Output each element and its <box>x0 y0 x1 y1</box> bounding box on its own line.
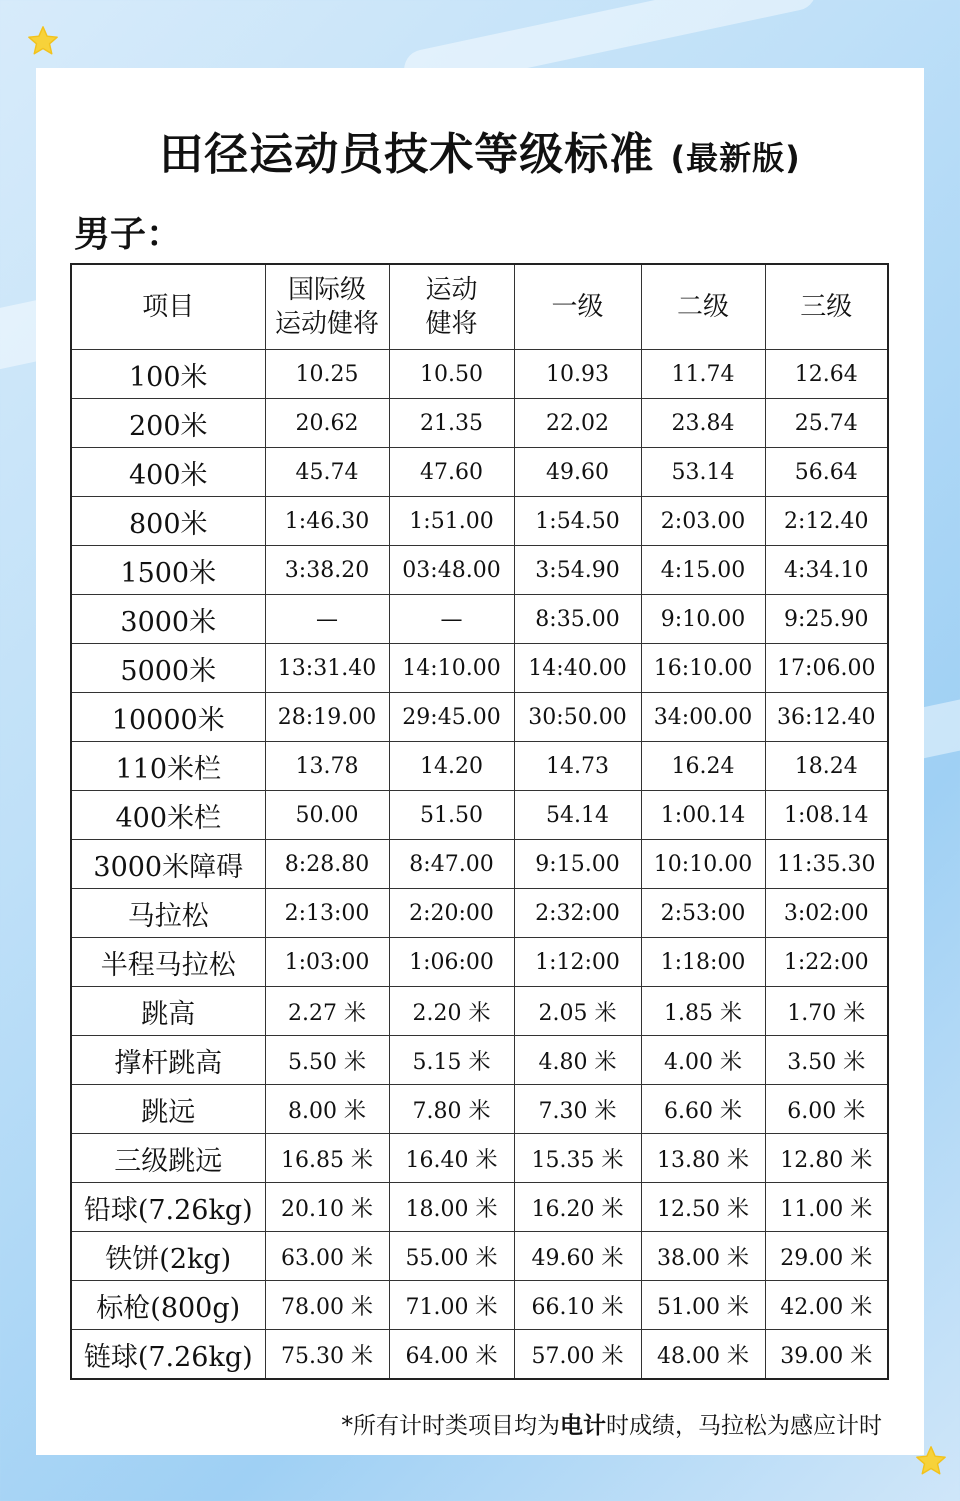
standard-value: 2.05 米 <box>514 987 641 1036</box>
standard-value: 1:51.00 <box>389 497 514 546</box>
table-row <box>71 350 888 399</box>
standard-value: 16:10.00 <box>641 644 765 693</box>
standard-value: 9:15.00 <box>514 840 641 889</box>
standard-value: 12.50 米 <box>641 1183 765 1232</box>
table-row <box>71 889 888 938</box>
column-header: 项目 <box>71 264 265 350</box>
event-name: 铅球(7.26kg) <box>71 1183 265 1232</box>
standard-value: 51.00 米 <box>641 1281 765 1330</box>
event-name: 400米 <box>71 448 265 497</box>
standard-value: 36:12.40 <box>765 693 888 742</box>
standard-value: 6.00 米 <box>765 1085 888 1134</box>
standard-value: 16.20 米 <box>514 1183 641 1232</box>
standard-value: 8:28.80 <box>265 840 389 889</box>
table-row <box>71 1085 888 1134</box>
standard-value: 4:15.00 <box>641 546 765 595</box>
table-row <box>71 791 888 840</box>
standard-value: 14.73 <box>514 742 641 791</box>
table-row <box>71 595 888 644</box>
standard-value: 25.74 <box>765 399 888 448</box>
event-name: 100米 <box>71 350 265 399</box>
event-name: 10000米 <box>71 693 265 742</box>
standard-value: 13.78 <box>265 742 389 791</box>
standard-value: 1.85 米 <box>641 987 765 1036</box>
event-name: 铁饼(2kg) <box>71 1232 265 1281</box>
standard-value: 48.00 米 <box>641 1330 765 1380</box>
event-name: 马拉松 <box>71 889 265 938</box>
standard-value: 23.84 <box>641 399 765 448</box>
standard-value: 28:19.00 <box>265 693 389 742</box>
standard-value: 42.00 米 <box>765 1281 888 1330</box>
standard-value: 51.50 <box>389 791 514 840</box>
standard-value: — <box>389 595 514 644</box>
table-row <box>71 938 888 987</box>
standard-value: 7.30 米 <box>514 1085 641 1134</box>
table-header-row <box>71 264 888 350</box>
table-row <box>71 497 888 546</box>
standard-value: 38.00 米 <box>641 1232 765 1281</box>
table-row <box>71 448 888 497</box>
standard-value: 34:00.00 <box>641 693 765 742</box>
event-name: 撑杆跳高 <box>71 1036 265 1085</box>
standard-value: 39.00 米 <box>765 1330 888 1380</box>
table-row <box>71 987 888 1036</box>
standard-value: 66.10 米 <box>514 1281 641 1330</box>
standard-value: 5.50 米 <box>265 1036 389 1085</box>
column-header: 运动 健将 <box>389 264 514 350</box>
standard-value: 29.00 米 <box>765 1232 888 1281</box>
standard-value: 5.15 米 <box>389 1036 514 1085</box>
standard-value: 8.00 米 <box>265 1085 389 1134</box>
event-name: 1500米 <box>71 546 265 595</box>
standard-value: 2:32:00 <box>514 889 641 938</box>
standard-value: 10.93 <box>514 350 641 399</box>
event-name: 400米栏 <box>71 791 265 840</box>
page-title <box>0 118 960 182</box>
standard-value: 29:45.00 <box>389 693 514 742</box>
event-name: 三级跳远 <box>71 1134 265 1183</box>
standard-value: 17:06.00 <box>765 644 888 693</box>
standard-value: 56.64 <box>765 448 888 497</box>
standard-value: 45.74 <box>265 448 389 497</box>
standard-value: 21.35 <box>389 399 514 448</box>
standard-value: 47.60 <box>389 448 514 497</box>
standard-value: 2.20 米 <box>389 987 514 1036</box>
standard-value: 14.20 <box>389 742 514 791</box>
standard-value: 63.00 米 <box>265 1232 389 1281</box>
table-row <box>71 399 888 448</box>
standard-value: 1.70 米 <box>765 987 888 1036</box>
standard-value: 15.35 米 <box>514 1134 641 1183</box>
table-row <box>71 742 888 791</box>
standard-value: 10:10.00 <box>641 840 765 889</box>
title-version: (最新版) <box>670 139 801 177</box>
standard-value: 7.80 米 <box>389 1085 514 1134</box>
footnote-suffix: 时成绩，马拉松为感应计时 <box>606 1413 882 1439</box>
standard-value: 55.00 米 <box>389 1232 514 1281</box>
standard-value: 10.50 <box>389 350 514 399</box>
footnote-prefix: *所有计时类项目均为 <box>341 1413 560 1439</box>
table-row <box>71 1232 888 1281</box>
standard-value: 8:47.00 <box>389 840 514 889</box>
standard-value: 11.74 <box>641 350 765 399</box>
standard-value: 14:40.00 <box>514 644 641 693</box>
standard-value: 16.85 米 <box>265 1134 389 1183</box>
standard-value: 3:38.20 <box>265 546 389 595</box>
standard-value: 75.30 米 <box>265 1330 389 1380</box>
table-row <box>71 1134 888 1183</box>
standard-value: 1:03:00 <box>265 938 389 987</box>
standard-value: 2:13:00 <box>265 889 389 938</box>
star-icon <box>26 24 60 58</box>
standard-value: 2.27 米 <box>265 987 389 1036</box>
table-row <box>71 693 888 742</box>
standard-value: 1:46.30 <box>265 497 389 546</box>
standard-value: 49.60 米 <box>514 1232 641 1281</box>
standard-value: 1:06:00 <box>389 938 514 987</box>
event-name: 3000米 <box>71 595 265 644</box>
event-name: 800米 <box>71 497 265 546</box>
standard-value: 78.00 米 <box>265 1281 389 1330</box>
standard-value: 1:08.14 <box>765 791 888 840</box>
table-row <box>71 644 888 693</box>
standard-value: 20.10 米 <box>265 1183 389 1232</box>
column-header: 二级 <box>641 264 765 350</box>
event-name: 200米 <box>71 399 265 448</box>
standard-value: 2:53:00 <box>641 889 765 938</box>
standard-value: 1:12:00 <box>514 938 641 987</box>
standard-value: 3:54.90 <box>514 546 641 595</box>
standard-value: 2:12.40 <box>765 497 888 546</box>
standard-value: 18.00 米 <box>389 1183 514 1232</box>
footnote-emphasis: 电计 <box>560 1412 606 1439</box>
standard-value: 13.80 米 <box>641 1134 765 1183</box>
standard-value: — <box>265 595 389 644</box>
event-name: 3000米障碍 <box>71 840 265 889</box>
standard-value: 1:18:00 <box>641 938 765 987</box>
table-row <box>71 840 888 889</box>
standard-value: 4:34.10 <box>765 546 888 595</box>
standard-value: 4.80 米 <box>514 1036 641 1085</box>
column-header: 国际级 运动健将 <box>265 264 389 350</box>
standard-value: 03:48.00 <box>389 546 514 595</box>
standard-value: 14:10.00 <box>389 644 514 693</box>
column-header: 一级 <box>514 264 641 350</box>
standards-table <box>70 263 889 1380</box>
standard-value: 9:10.00 <box>641 595 765 644</box>
standard-value: 11.00 米 <box>765 1183 888 1232</box>
title-main: 田径运动员技术等级标准 <box>159 129 655 180</box>
standard-value: 1:54.50 <box>514 497 641 546</box>
standard-value: 71.00 米 <box>389 1281 514 1330</box>
standard-value: 57.00 米 <box>514 1330 641 1380</box>
table-row <box>71 546 888 595</box>
table-row <box>71 1036 888 1085</box>
standard-value: 50.00 <box>265 791 389 840</box>
standard-value: 11:35.30 <box>765 840 888 889</box>
event-name: 标枪(800g) <box>71 1281 265 1330</box>
table-row <box>71 1330 888 1380</box>
standard-value: 10.25 <box>265 350 389 399</box>
event-name: 5000米 <box>71 644 265 693</box>
standard-value: 3:02:00 <box>765 889 888 938</box>
standard-value: 1:00.14 <box>641 791 765 840</box>
event-name: 半程马拉松 <box>71 938 265 987</box>
event-name: 跳远 <box>71 1085 265 1134</box>
footnote <box>342 1407 883 1440</box>
standard-value: 12.80 米 <box>765 1134 888 1183</box>
standard-value: 53.14 <box>641 448 765 497</box>
standard-value: 6.60 米 <box>641 1085 765 1134</box>
standard-value: 49.60 <box>514 448 641 497</box>
standard-value: 2:20:00 <box>389 889 514 938</box>
standard-value: 30:50.00 <box>514 693 641 742</box>
standard-value: 13:31.40 <box>265 644 389 693</box>
standard-value: 3.50 米 <box>765 1036 888 1085</box>
event-name: 链球(7.26kg) <box>71 1330 265 1380</box>
standard-value: 8:35.00 <box>514 595 641 644</box>
standard-value: 12.64 <box>765 350 888 399</box>
standard-value: 1:22:00 <box>765 938 888 987</box>
standard-value: 16.24 <box>641 742 765 791</box>
table-body <box>71 350 888 1380</box>
event-name: 跳高 <box>71 987 265 1036</box>
column-header: 三级 <box>765 264 888 350</box>
standard-value: 54.14 <box>514 791 641 840</box>
standard-value: 20.62 <box>265 399 389 448</box>
section-heading: 男子： <box>74 214 183 255</box>
standard-value: 9:25.90 <box>765 595 888 644</box>
standard-value: 18.24 <box>765 742 888 791</box>
standard-value: 4.00 米 <box>641 1036 765 1085</box>
standard-value: 22.02 <box>514 399 641 448</box>
table-row <box>71 1183 888 1232</box>
standard-value: 64.00 米 <box>389 1330 514 1380</box>
standard-value: 16.40 米 <box>389 1134 514 1183</box>
table-row <box>71 1281 888 1330</box>
standard-value: 2:03.00 <box>641 497 765 546</box>
event-name: 110米栏 <box>71 742 265 791</box>
